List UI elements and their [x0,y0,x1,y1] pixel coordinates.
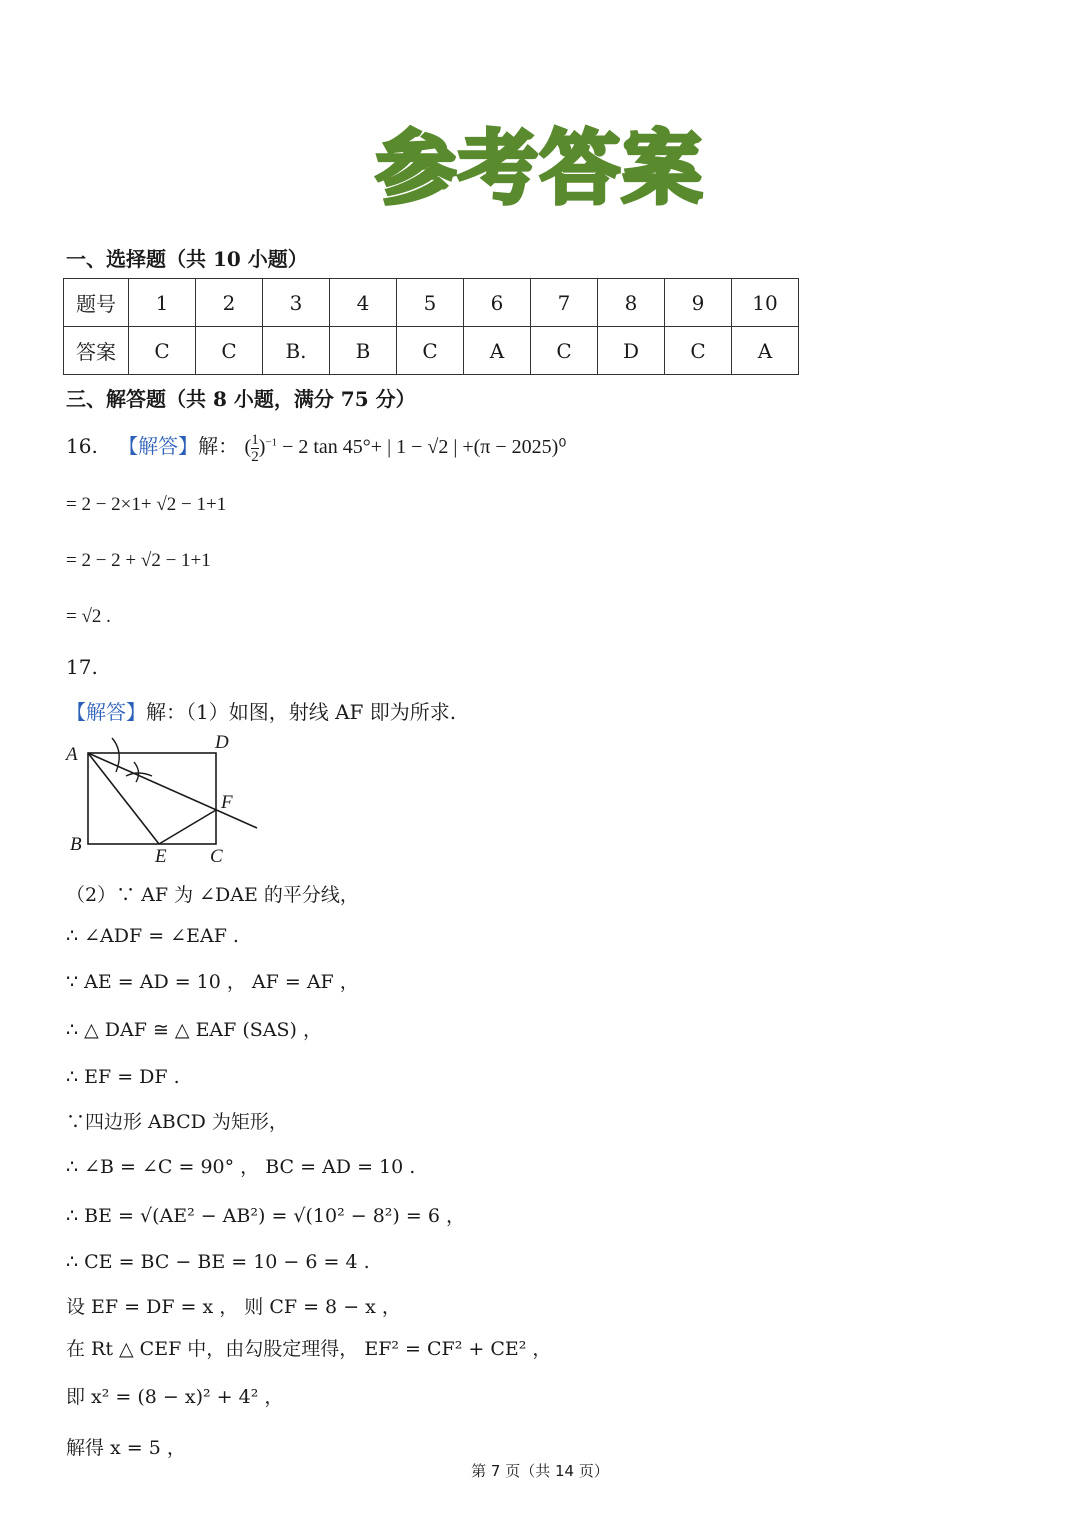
geometry-figure [60,732,270,867]
q16-expression: ( $\frac{1}{2}$ )$^{-1}$ − 2 tan 45°+ | 1 − √2 | +(π − 2025)⁰ [244,431,567,465]
table-cell: C [397,327,464,375]
table-cell: 1 [129,279,196,327]
table-cell: 4 [330,279,397,327]
label-d: D [215,732,229,753]
row-label-answer: 答案 [64,327,129,375]
q17-line-7: ∴ ∠B = ∠C = 90° ， BC = AD = 10 . [66,1156,416,1178]
answer-table [63,278,799,375]
table-cell: 6 [464,279,531,327]
table-cell: C [665,327,732,375]
q16-step-2: = 2 − 2 + √2 − 1+1 [66,550,211,571]
table-cell: C [196,327,263,375]
q17-line-13: 解得 x = 5 ， [66,1437,186,1459]
q17-intro: 解：（1）如图，射线 AF 即为所求. [146,700,457,724]
q17-line-4: ∴ △ DAF ≅ △ EAF (SAS) ， [66,1019,322,1041]
q17-line-10: 设 EF = DF = x ， 则 CF = 8 − x ， [66,1296,401,1318]
table-cell: B. [263,327,330,375]
page-footer: 第 7 页（共 14 页） [471,1462,609,1480]
label-a: A [66,744,78,765]
table-cell: D [598,327,665,375]
q17-line-2: ∴ ∠ADF = ∠EAF . [66,925,239,947]
label-f: F [221,792,233,813]
segment-ae [88,753,159,844]
table-cell: 9 [665,279,732,327]
q17-line-3: ∵ AE = AD = 10 ， AF = AF ， [66,971,359,993]
segment-ef [159,810,216,844]
label-c: C [210,846,223,867]
arc-mark-2 [134,762,139,782]
q17-line-11: 在 Rt △ CEF 中，由勾股定理得， EF² = CF² + CE² ， [66,1338,552,1360]
table-cell: 2 [196,279,263,327]
q17-line-1: （2）∵ AF 为 ∠DAE 的平分线， [66,884,359,906]
table-row-answers [64,327,799,375]
rectangle-abcd [88,753,216,844]
arc-mark-1 [112,738,119,772]
q17-tag: 【解答】 [66,700,146,724]
section-choice-heading: 一、选择题（共 10 小题） [66,247,308,271]
q16-step-3: = √2 . [66,606,111,627]
table-cell: 7 [531,279,598,327]
table-cell: A [464,327,531,375]
table-cell: 5 [397,279,464,327]
q17-intro-line [66,696,456,725]
table-cell: 10 [732,279,799,327]
q16-lead: 解： [198,434,239,458]
q16-tag: 【解答】 [118,434,199,458]
label-b: B [70,834,82,855]
label-e: E [155,846,167,867]
q17-line-8: ∴ BE = √(AE² − AB²) = √(10² − 8²) = 6 ， [66,1205,465,1227]
table-row-numbers [64,279,799,327]
q17-line-9: ∴ CE = BC − BE = 10 − 6 = 4 . [66,1251,370,1273]
row-label-number: 题号 [64,279,129,327]
table-cell: 3 [263,279,330,327]
ray-af [88,753,257,828]
q16-expression-tail: − 2 tan 45°+ | 1 − √2 | +(π − 2025)⁰ [282,436,567,458]
table-cell: C [531,327,598,375]
table-cell: C [129,327,196,375]
q17-line-12: 即 x² = (8 − x)² + 4² ， [66,1386,284,1408]
q17-line-5: ∴ EF = DF . [66,1066,180,1088]
section-solution-heading: 三、解答题（共 8 小题，满分 75 分） [66,387,416,411]
page-title: 参考答案 [376,122,704,215]
q17-number: 17. [66,655,98,679]
q16-number: 16. [66,434,98,458]
table-cell: B [330,327,397,375]
table-cell: 8 [598,279,665,327]
q16-step-1: = 2 − 2×1+ √2 − 1+1 [66,494,227,515]
table-cell: A [732,327,799,375]
q16-header [66,430,566,465]
q17-line-6: ∵四边形 ABCD 为矩形， [66,1111,288,1133]
